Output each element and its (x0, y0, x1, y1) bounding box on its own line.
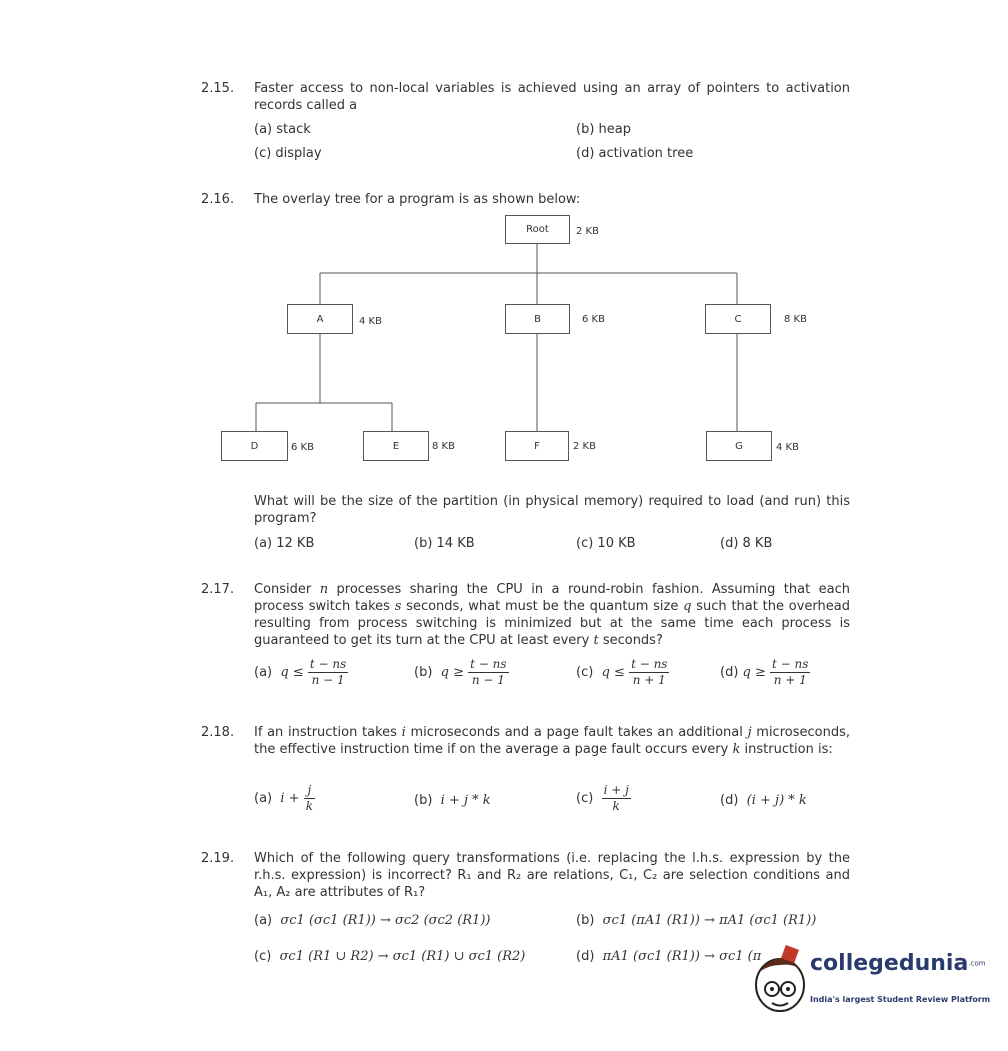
question-number: 2.16. (201, 192, 235, 207)
tree-node-c: C (705, 304, 771, 334)
option-d: (d) activation tree (576, 146, 694, 161)
tree-node-f-size: 2 KB (573, 441, 596, 452)
option-b: (b) q ≥ $\frac{t - ns}{n - 1}$ (414, 657, 507, 687)
option-c: (c) q ≤ $\frac{t - ns}{n + 1}$ (576, 657, 668, 687)
option-c: (c) display (254, 146, 322, 161)
option-d: (d) q ≥ $\frac{t - ns}{n + 1}$ (720, 657, 809, 687)
option-b: (b) i + j * k (414, 793, 491, 808)
tree-node-e-size: 8 KB (432, 441, 455, 452)
overlay-tree-lines (0, 0, 1008, 480)
question-text: Faster access to non-local variables is achieved using an array of pointers to activation records called a (254, 81, 850, 113)
question-text: Which of the following query transformations (i.e. replacing the l.h.s. expression by the r.h.s. expression) is incorrect? R₁ and R₂ are relations, C₁, C₂ are selection conditions and A₁, A₂ are attributes of R₁? (254, 851, 850, 900)
tree-node-b: B (505, 304, 570, 334)
question-number: 2.15. (201, 81, 235, 96)
question-text: Consider n processes sharing the CPU in a round-robin fashion. Assuming that each process switch takes s seconds, what must be the quantum size q such that the overhead resulting from process switching is minimized but at the same time each process is guaranteed to get its turn at the CPU at least every t seconds? (254, 582, 850, 648)
question-subtext: What will be the size of the partition (in physical memory) required to load (and run) this program? (254, 494, 850, 526)
tree-node-f: F (505, 431, 569, 461)
mascot-icon (750, 945, 810, 1015)
tree-node-a: A (287, 304, 353, 334)
tree-node-g-size: 4 KB (776, 442, 799, 453)
option-c: (c) $\frac{i + j}{k}$ (576, 783, 629, 813)
tree-node-root-size: 2 KB (576, 226, 599, 237)
option-d: (d) πA1 (σc1 (R1)) → σc1 (π (576, 949, 762, 964)
question-number: 2.19. (201, 851, 235, 866)
tree-node-c-size: 8 KB (784, 314, 807, 325)
option-c: (c) 10 KB (576, 536, 636, 551)
option-a: (a) 12 KB (254, 536, 315, 551)
option-b: (b) heap (576, 122, 631, 137)
logo-tagline: India's largest Student Review Platform (810, 995, 991, 1004)
question-number: 2.18. (201, 725, 235, 740)
tree-node-d: D (221, 431, 288, 461)
option-d: (d) (i + j) * k (720, 793, 807, 808)
option-a: (a) stack (254, 122, 311, 137)
collegedunia-logo (750, 945, 990, 1015)
option-a: (a) q ≤ $\frac{t - ns}{n - 1}$ (254, 657, 347, 687)
tree-node-d-size: 6 KB (291, 442, 314, 453)
tree-node-b-size: 6 KB (582, 314, 605, 325)
option-d: (d) 8 KB (720, 536, 773, 551)
question-text: The overlay tree for a program is as shown below: (254, 192, 581, 207)
tree-node-a-size: 4 KB (359, 316, 382, 327)
tree-node-e: E (363, 431, 429, 461)
logo-wordmark: collegedunia.com (810, 951, 986, 976)
tree-node-root: Root (505, 215, 570, 244)
tree-node-g: G (706, 431, 772, 461)
option-c: (c) σc1 (R1 ∪ R2) → σc1 (R1) ∪ σc1 (R2) (254, 949, 526, 964)
question-number: 2.17. (201, 582, 235, 597)
option-b: (b) 14 KB (414, 536, 475, 551)
option-b: (b) σc1 (πA1 (R1)) → πA1 (σc1 (R1)) (576, 913, 817, 928)
option-a: (a) i + $\frac{j}{k}$ (254, 783, 313, 813)
option-a: (a) σc1 (σc1 (R1)) → σc2 (σc2 (R1)) (254, 913, 491, 928)
question-text: If an instruction takes i microseconds and a page fault takes an additional j microseconds, the effective instruction time if on the average a page fault occurs every k instruction is: (254, 725, 850, 757)
